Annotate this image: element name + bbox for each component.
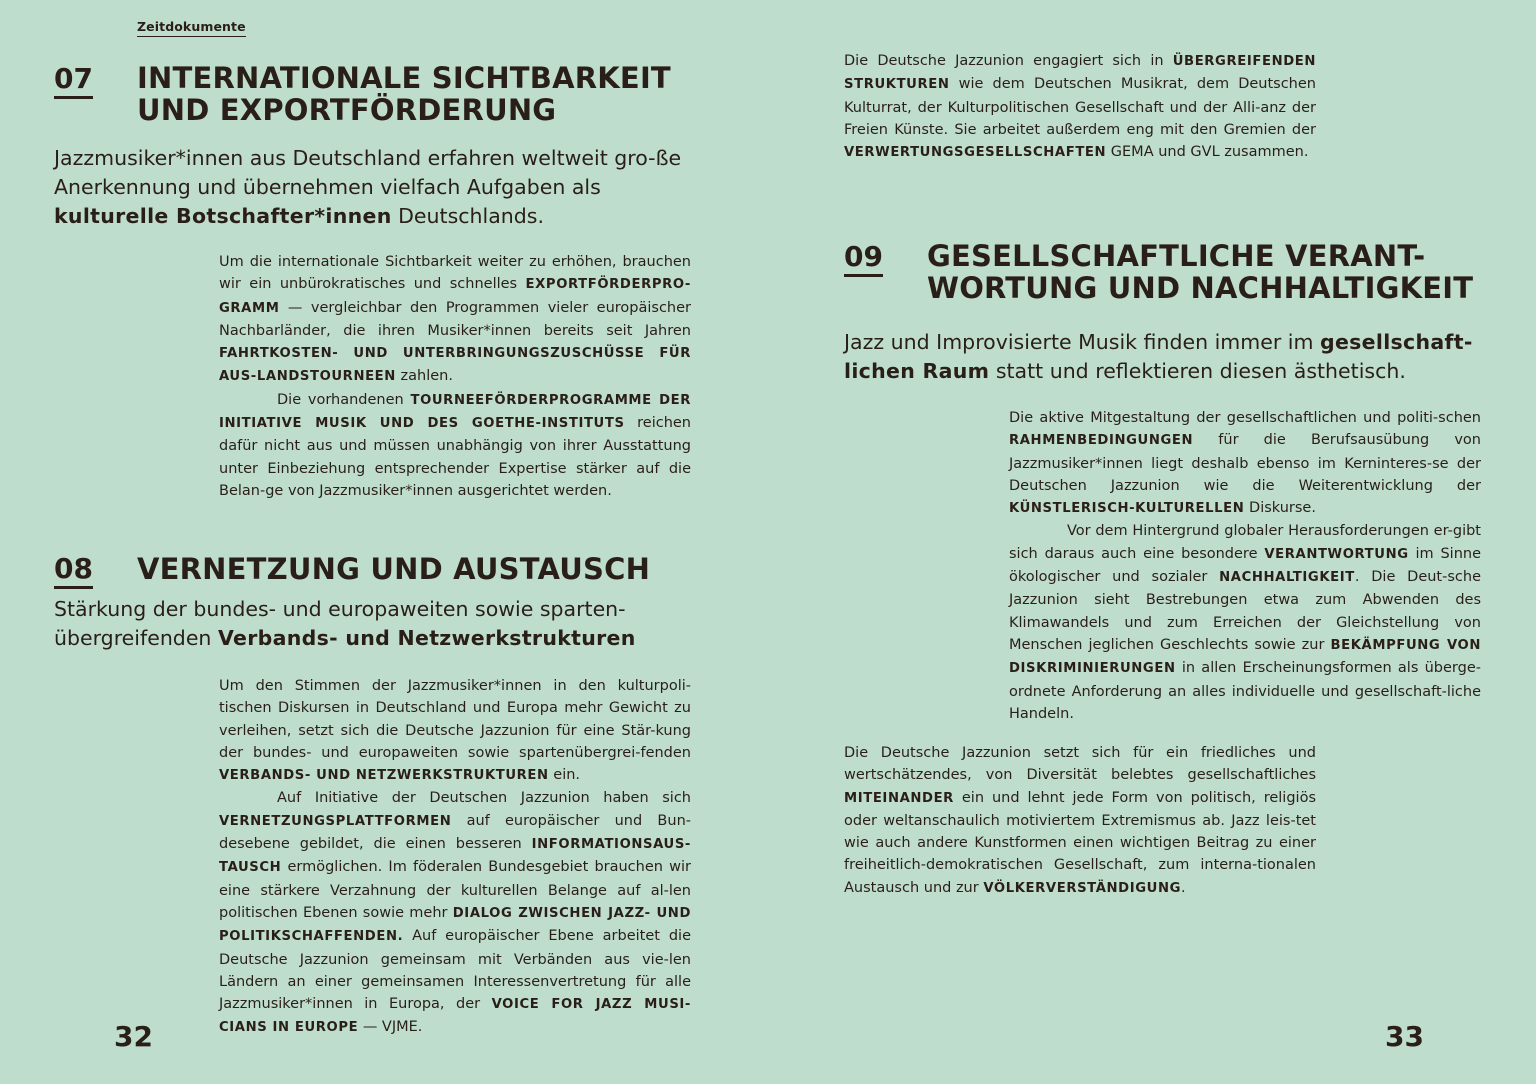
body-text: Die Deutsche Jazzunion engagiert sich in — [844, 53, 1173, 69]
lead-text: Jazz und Improvisierte Musik finden immer im — [844, 330, 1320, 354]
section-07-number: 07 — [54, 62, 93, 99]
lead-text: Stärkung der bundes- und europaweiten sowie sparten-übergreifenden — [54, 597, 626, 650]
body-emphasis: VERNETZUNGSPLATTFORMEN — [219, 813, 452, 829]
section-07-title-line2: UND EXPORTFÖRDERUNG — [137, 93, 557, 127]
body-text: wie dem Deutschen Musikrat, dem Deutschen Kulturrat, der Kulturpolitischen Gesellschaft und der Alli-anz der Freien Künste. Sie arbeitet außerdem eng mit den Gremien der — [844, 76, 1316, 138]
body-emphasis: KÜNSTLERISCH-KULTURELLEN — [1009, 501, 1245, 517]
section-08-number: 08 — [54, 552, 93, 589]
section-08-lead — [54, 595, 674, 653]
body-paragraph — [219, 787, 691, 1039]
page-number-left: 32 — [114, 1020, 153, 1053]
running-head: Zeitdokumente — [137, 19, 246, 37]
lead-text: Deutschlands. — [391, 204, 544, 228]
section-07-title-line1: INTERNATIONALE SICHTBARKEIT — [137, 61, 671, 95]
right-intro-body — [844, 50, 1316, 164]
body-paragraph — [844, 742, 1316, 900]
section-09-title-line1: GESELLSCHAFTLICHE VERANT- — [927, 239, 1426, 273]
body-emphasis: EXPORTFÖRDERPRO-GRAMM — [219, 277, 691, 316]
section-07-lead — [54, 144, 690, 231]
body-text: auf europäischer und Bun-desebene gebildet, die einen besseren — [219, 812, 691, 853]
lead-text: Jazzmusiker*innen aus Deutschland erfahren weltweit gro-ße Anerkennung und übernehmen vielfach Aufgaben als — [54, 146, 682, 199]
body-emphasis: BEKÄMPFUNG VON DISKRIMINIERUNGEN — [1009, 637, 1481, 677]
body-text: ein und lehnt jede Form von politisch, religiös oder weltanschaulich motiviertem Extremismus ab. Jazz leis-tet wie auch andere Kunstformen einen wichtigen Beitrag zu einer freiheitlich-demokratischen Gesellschaft, zum interna-tionalen Austausch und zur — [844, 789, 1316, 896]
body-emphasis: FAHRTKOSTEN- UND UNTERBRINGUNGSZUSCHÜSSE FÜR AUS-LANDSTOURNEEN — [219, 346, 691, 385]
body-paragraph — [1009, 520, 1481, 725]
body-emphasis: DIALOG ZWISCHEN JAZZ- UND POLITIKSCHAFFENDEN. — [219, 905, 691, 945]
body-text: reichen dafür nicht aus und müssen unabhängig von ihrer Ausstattung unter Einbeziehung entsprechender Expertise stärker auf die Belan-ge von Jazzmusiker*innen ausgerichtet werden. — [219, 415, 691, 499]
body-paragraph — [219, 675, 691, 787]
body-text: Auf europäischer Ebene arbeitet die Deutsche Jazzunion gemeinsam mit Verbänden aus vie-len Ländern an einer gemeinsamen Interessenvertretung für alle Jazzmusiker*innen in Europa, der — [219, 928, 691, 1013]
body-emphasis: NACHHALTIGKEIT — [1219, 570, 1355, 586]
body-emphasis: VERWERTUNGSGESELLSCHAFTEN — [844, 145, 1107, 161]
body-text: Vor dem Hintergrund globaler Herausforderungen er-gibt sich daraus auch eine besondere — [1009, 523, 1481, 562]
body-emphasis: ÜBERGREIFENDEN STRUKTUREN — [844, 54, 1316, 93]
section-08-body — [219, 675, 691, 1040]
section-09-title-line2: WORTUNG UND NACHHALTIGKEIT — [927, 271, 1474, 305]
section-09-lead — [844, 328, 1484, 386]
body-text: . Die Deut-sche Jazzunion sieht Bestrebungen etwa zum Abwenden des Klimawandels und zum Erreichen der Gleichstellung von Menschen jeglichen Geschlechts sowie zur — [1009, 569, 1481, 653]
body-text: — VJME. — [358, 1019, 423, 1036]
section-09-closing-body — [844, 742, 1316, 900]
section-09-body — [1009, 407, 1481, 725]
body-text: für die Berufsausübung von Jazzmusiker*innen liegt deshalb ebenso im Kerninteres-se der Deutschen Jazzunion wie die Weiterentwicklung der — [1009, 432, 1481, 494]
body-text: Um die internationale Sichtbarkeit weiter zu erhöhen, brauchen wir ein unbürokratisches und schnelles — [219, 254, 691, 293]
body-emphasis: RAHMENBEDINGUNGEN — [1009, 433, 1194, 449]
section-08-title: VERNETZUNG UND AUSTAUSCH — [137, 552, 651, 586]
body-emphasis: VERBANDS- UND NETZWERKSTRUKTUREN — [219, 768, 549, 784]
section-09-number: 09 — [844, 240, 883, 277]
body-text: Die aktive Mitgestaltung der gesellschaftlichen und politi-schen — [1009, 410, 1481, 426]
body-paragraph — [1009, 407, 1481, 520]
lead-emphasis: Verbands- und Netzwerkstrukturen — [217, 626, 636, 650]
body-emphasis: VERANTWORTUNG — [1264, 546, 1409, 562]
body-paragraph — [219, 251, 691, 389]
body-text: zahlen. — [395, 368, 453, 385]
body-text: Die Deutsche Jazzunion setzt sich für ein friedliches und wertschätzendes, von Diversität belebtes gesellschaftliches — [844, 745, 1316, 784]
lead-text: statt und reflektieren diesen ästhetisch. — [989, 359, 1406, 383]
lead-emphasis: gesellschaft-lichen Raum — [844, 330, 1473, 383]
body-text: Die vorhandenen — [277, 391, 411, 408]
body-text: Um den Stimmen der Jazzmusiker*innen in den kulturpoli-tischen Diskursen in Deutschland und Europa mehr Gewicht zu verleihen, setzt sich die Deutsche Jazzunion für eine Stär-kung der bundes- und europaweiten sowie spartenübergrei-fenden — [219, 678, 691, 761]
body-text: im Sinne ökologischer und sozialer — [1009, 545, 1482, 586]
body-text: in allen Erscheinungsformen als überge-ordnete Anforderung an alles individuelle und gesellschaft-liche Handeln. — [1009, 660, 1481, 722]
section-09-title — [927, 240, 1517, 304]
body-emphasis: VÖLKERVERSTÄNDIGUNG — [983, 880, 1182, 896]
body-text: Diskurse. — [1244, 500, 1316, 517]
body-text: . — [1181, 879, 1186, 896]
body-paragraph — [844, 50, 1316, 164]
body-text: ermöglichen. Im föderalen Bundesgebiet brauchen wir eine stärkere Verzahnung der kulturellen Belange auf al-len politischen Ebenen sowie mehr — [219, 859, 691, 921]
body-text: Auf Initiative der Deutschen Jazzunion haben sich — [277, 790, 691, 807]
lead-emphasis: kulturelle Botschafter*innen — [54, 204, 392, 228]
body-text: ein. — [548, 767, 581, 784]
body-paragraph — [219, 389, 691, 502]
body-emphasis: TOURNEEFÖRDERPROGRAMME DER INITIATIVE MUSIK UND DES GOETHE-INSTITUTS — [219, 392, 691, 432]
body-emphasis: VOICE FOR JAZZ MUSI-CIANS IN EUROPE — [219, 997, 692, 1036]
section-07-body — [219, 251, 691, 502]
page-number-right: 33 — [1385, 1020, 1424, 1053]
body-text: — vergleichbar den Programmen vieler europäischer Nachbarländer, die ihren Musiker*innen bereits seit Jahren — [219, 299, 691, 339]
body-emphasis: MITEINANDER — [844, 790, 954, 806]
body-text: GEMA und GVL zusammen. — [1106, 144, 1309, 161]
body-emphasis: INFORMATIONSAUS-TAUSCH — [219, 837, 691, 876]
section-07-title — [137, 62, 757, 126]
